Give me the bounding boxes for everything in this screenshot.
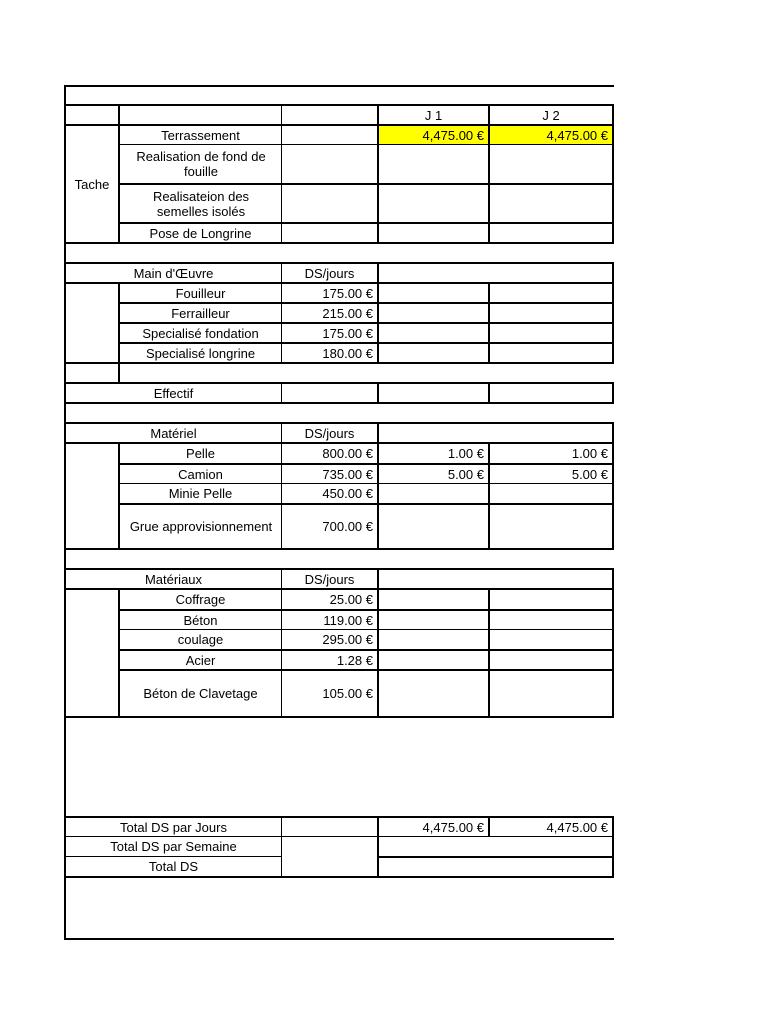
materials-rate-beton: 119.00 € bbox=[323, 612, 373, 628]
labor-rate-fouilleur: 175.00 € bbox=[322, 285, 373, 301]
column-header-j1: J 1 bbox=[424, 107, 443, 123]
materials-section-title: Matériaux bbox=[144, 571, 203, 587]
labor-rate-ferrailleur: 215.00 € bbox=[322, 305, 373, 321]
equipment-j2-camion: 5.00 € bbox=[571, 466, 608, 482]
equipment-rate-grue: 700.00 € bbox=[322, 519, 373, 534]
materials-label-coffrage: Coffrage bbox=[175, 592, 226, 607]
labor-rate-specialise-fondation: 175.00 € bbox=[322, 325, 373, 341]
total-ds-label: Total DS bbox=[148, 859, 199, 874]
equipment-rate-camion: 735.00 € bbox=[322, 466, 373, 482]
task-j2-terrassement: 4,475.00 € bbox=[546, 127, 608, 143]
equipment-rate-pelle: 800.00 € bbox=[322, 446, 373, 461]
equipment-label-camion: Camion bbox=[178, 466, 223, 482]
column-header-j2: J 2 bbox=[542, 107, 560, 123]
equipment-j2-pelle: 1.00 € bbox=[571, 446, 608, 461]
equipment-label-pelle: Pelle bbox=[186, 446, 215, 461]
total-per-week-label: Total DS par Semaine bbox=[110, 839, 237, 854]
labor-label-fouilleur: Fouilleur bbox=[175, 285, 226, 301]
equipment-label-minie-pelle: Minie Pelle bbox=[168, 486, 233, 501]
materials-rate-coulage: 295.00 € bbox=[322, 632, 373, 647]
labor-section-title: Main d'Œuvre bbox=[133, 265, 214, 281]
equipment-section-title: Matériel bbox=[150, 425, 197, 441]
labor-label-specialise-longrine: Specialisé longrine bbox=[145, 345, 256, 361]
materials-rate-coffrage: 25.00 € bbox=[329, 592, 373, 607]
labor-rate-specialise-longrine: 180.00 € bbox=[322, 345, 373, 361]
equipment-rate-minie-pelle: 450.00 € bbox=[322, 486, 373, 501]
tasks-group-label: Tache bbox=[74, 176, 110, 192]
total-per-day-j1: 4,475.00 € bbox=[422, 819, 484, 835]
equipment-label-grue: Grue approvisionnement bbox=[129, 519, 273, 534]
materials-rate-header: DS/jours bbox=[304, 571, 355, 587]
total-per-day-label: Total DS par Jours bbox=[120, 819, 227, 835]
materials-label-coulage: coulage bbox=[177, 632, 224, 647]
materials-rate-acier: 1.28 € bbox=[336, 652, 373, 668]
materials-label-acier: Acier bbox=[185, 652, 216, 668]
equipment-j1-camion: 5.00 € bbox=[447, 466, 484, 482]
materials-label-beton: Béton bbox=[183, 612, 218, 628]
task-label-semelles: Realisateion des semelles isolés bbox=[152, 188, 250, 219]
effectif-label: Effectif bbox=[153, 385, 194, 401]
equipment-j1-pelle: 1.00 € bbox=[447, 446, 484, 461]
labor-rate-header: DS/jours bbox=[304, 265, 355, 281]
task-label-longrine: Pose de Longrine bbox=[149, 225, 252, 241]
task-label-fond-de-fouille: Realisation de fond de fouille bbox=[136, 149, 266, 179]
labor-label-specialise-fondation: Specialisé fondation bbox=[142, 325, 259, 341]
materials-label-beton-clavetage: Béton de Clavetage bbox=[143, 686, 258, 701]
equipment-rate-header: DS/jours bbox=[304, 425, 355, 441]
materials-rate-beton-clavetage: 105.00 € bbox=[322, 686, 373, 701]
task-label-terrassement: Terrassement bbox=[161, 127, 240, 143]
total-per-day-j2: 4,475.00 € bbox=[546, 819, 608, 835]
task-j1-terrassement: 4,475.00 € bbox=[422, 127, 484, 143]
labor-label-ferrailleur: Ferrailleur bbox=[171, 305, 230, 321]
